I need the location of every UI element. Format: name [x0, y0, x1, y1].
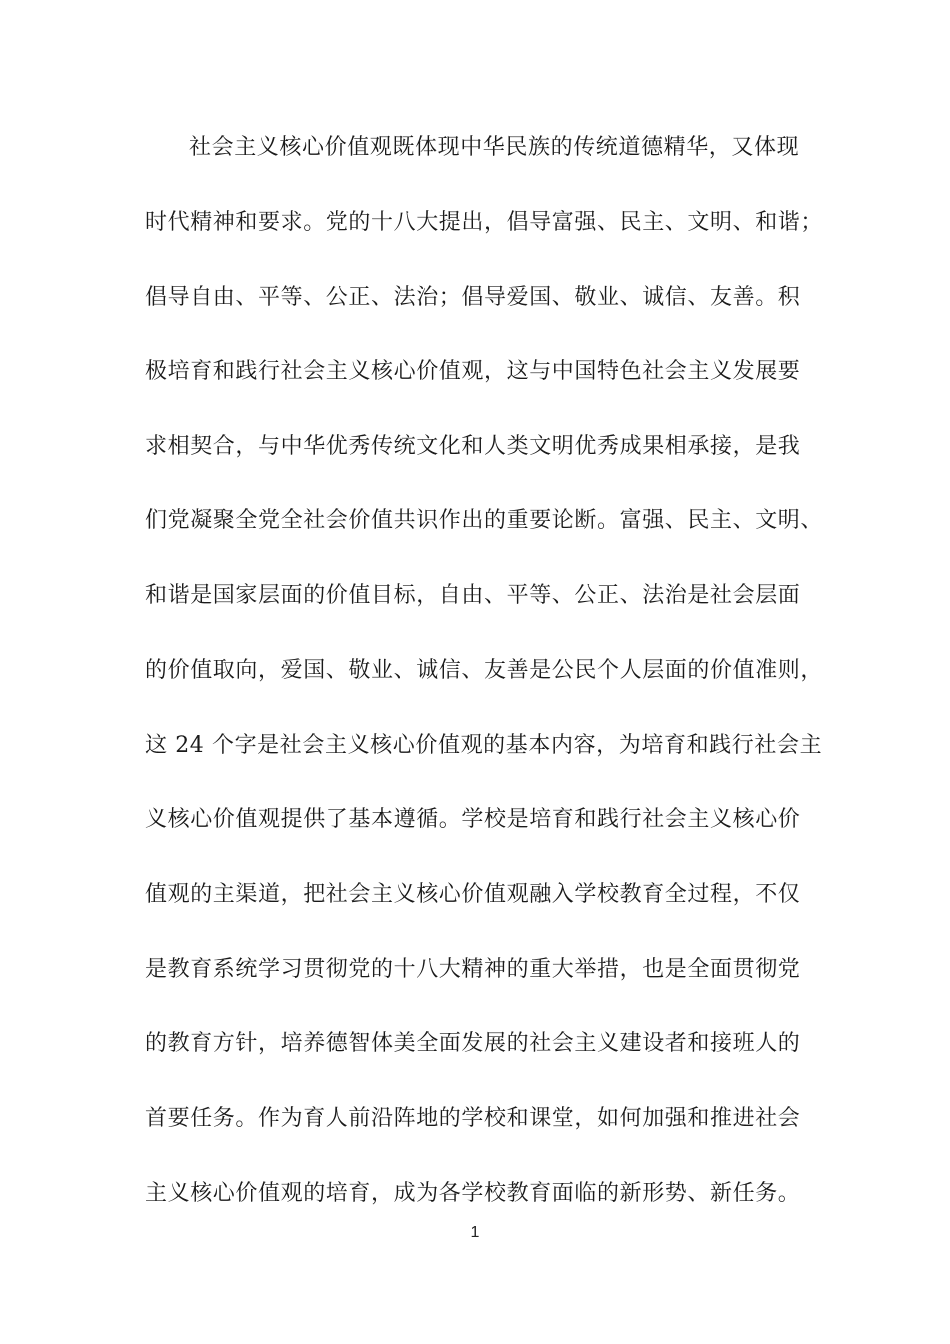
paragraph-line-4: 极培育和践行社会主义核心价值观，这与中国特色社会主义发展要: [145, 359, 801, 384]
paragraph-line-10: 义核心价值观提供了基本遵循。学校是培育和践行社会主义核心价: [145, 807, 801, 832]
paragraph-line-5: 求相契合，与中华优秀传统文化和人类文明优秀成果相承接，是我: [145, 434, 801, 459]
paragraph-line-3: 倡导自由、平等、公正、法治；倡导爱国、敬业、诚信、友善。积: [145, 285, 801, 310]
paragraph-line-14: 首要任务。作为育人前沿阵地的学校和课堂，如何加强和推进社会: [145, 1106, 801, 1131]
paragraph-line-2: 时代精神和要求。党的十八大提出，倡导富强、民主、文明、和谐；: [145, 210, 824, 235]
paragraph-line-15: 主义核心价值观的培育，成为各学校教育面临的新形势、新任务。: [145, 1181, 801, 1206]
paragraph-line-7: 和谐是国家层面的价值目标，自由、平等、公正、法治是社会层面: [145, 583, 801, 608]
page-number: 1: [470, 1224, 480, 1241]
paragraph-line-13: 的教育方针，培养德智体美全面发展的社会主义建设者和接班人的: [145, 1031, 801, 1056]
paragraph-line-9: 这 24 个字是社会主义核心价值观的基本内容，为培育和践行社会主: [145, 733, 823, 758]
paragraph-line-8: 的价值取向，爱国、敬业、诚信、友善是公民个人层面的价值准则，: [145, 658, 824, 683]
paragraph-line-12: 是教育系统学习贯彻党的十八大精神的重大举措，也是全面贯彻党: [145, 957, 801, 982]
paragraph-line-11: 值观的主渠道，把社会主义核心价值观融入学校教育全过程，不仅: [145, 882, 801, 907]
paragraph-line-6: 们党凝聚全党全社会价值共识作出的重要论断。富强、民主、文明、: [145, 508, 824, 533]
paragraph-line-1: 社会主义核心价值观既体现中华民族的传统道德精华，又体现: [189, 135, 800, 160]
